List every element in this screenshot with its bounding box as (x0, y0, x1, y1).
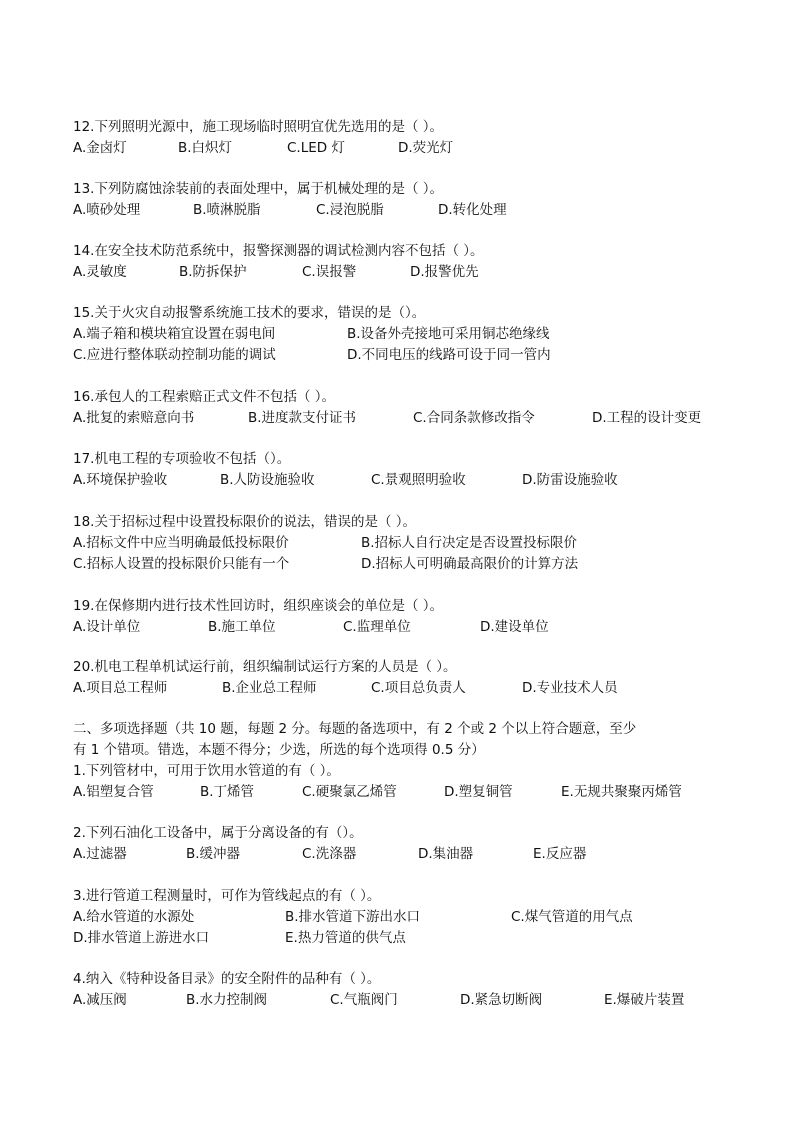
option-a: A.给水管道的水源处 (73, 909, 195, 925)
option-b: B.设备外壳接地可采用铜芯绝缘线 (347, 326, 550, 342)
option-b: B.喷淋脱脂 (193, 202, 261, 218)
question-12 (73, 117, 733, 159)
question-14 (73, 241, 733, 283)
option-c: C.洗涤器 (302, 846, 357, 862)
options-row (73, 262, 733, 283)
options-row (73, 533, 733, 554)
options-row (73, 928, 733, 949)
option-c: C.合同条款修改指令 (413, 410, 535, 426)
option-b: B.缓冲器 (186, 846, 241, 862)
option-a: A.批复的索赔意向书 (73, 410, 195, 426)
option-a: A.端子箱和模块箱宜设置在弱电间 (73, 326, 276, 342)
option-a: A.金卤灯 (73, 140, 127, 156)
option-a: A.铝塑复合管 (73, 784, 154, 800)
option-d: D.集油器 (418, 846, 474, 862)
option-d: D.荧光灯 (398, 140, 454, 156)
multi-question-1 (73, 761, 733, 803)
question-text: 1.下列管材中，可用于饮用水管道的有（ ）。 (73, 763, 340, 779)
option-a: A.喷砂处理 (73, 202, 141, 218)
option-c: C.监理单位 (343, 619, 411, 635)
option-c: C.误报警 (302, 264, 357, 280)
option-d: D.专业技术人员 (522, 680, 618, 696)
question-13 (73, 179, 733, 221)
section-2-heading (73, 719, 733, 761)
options-row (73, 138, 733, 159)
option-d: D.塑复铜管 (444, 784, 513, 800)
option-c: C.景观照明验收 (371, 472, 466, 488)
question-text: 2.下列石油化工设备中，属于分离设备的有（）。 (73, 825, 363, 841)
option-b: B.白炽灯 (178, 140, 233, 156)
option-d: D.防雷设施验收 (522, 472, 618, 488)
question-text: 13.下列防腐蚀涂装前的表面处理中，属于机械处理的是（ ）。 (73, 181, 444, 197)
question-15 (73, 303, 733, 366)
question-text: 3.进行管道工程测量时，可作为管线起点的有（ ）。 (73, 888, 381, 904)
multi-question-3 (73, 886, 733, 949)
option-b: B.招标人自行决定是否设置投标限价 (361, 535, 578, 551)
option-a: A.设计单位 (73, 619, 141, 635)
question-18 (73, 512, 733, 575)
option-c: C.LED 灯 (287, 140, 345, 156)
question-text: 4.纳入《特种设备目录》的安全附件的品种有（ ）。 (73, 971, 381, 987)
option-b: B.丁烯管 (200, 784, 255, 800)
option-b: B.水力控制阀 (186, 992, 268, 1008)
option-d: D.报警优先 (410, 264, 479, 280)
options-row (73, 554, 733, 575)
multi-question-2 (73, 823, 733, 865)
option-a: A.灵敏度 (73, 264, 127, 280)
option-b: B.人防设施验收 (220, 472, 315, 488)
option-a: A.过滤器 (73, 846, 127, 862)
option-c: C.浸泡脱脂 (316, 202, 384, 218)
question-text: 18.关于招标过程中设置投标限价的说法，错误的是（ ）。 (73, 514, 417, 530)
option-e: E.热力管道的供气点 (285, 930, 406, 946)
question-text: 16.承包人的工程索赔正式文件不包括（ ）。 (73, 389, 336, 405)
option-c: C.煤气管道的用气点 (511, 909, 633, 925)
options-row (73, 324, 733, 345)
option-b: B.排水管道下游出水口 (285, 909, 421, 925)
option-b: B.企业总工程师 (222, 680, 317, 696)
section-heading-line-2: 有 1 个错项。错选，本题不得分；少选，所选的每个选项得 0.5 分） (73, 742, 485, 758)
option-a: A.环境保护验收 (73, 472, 168, 488)
option-b: B.进度款支付证书 (248, 410, 357, 426)
option-d: D.不同电压的线路可设于同一管内 (347, 347, 551, 363)
option-d: D.工程的设计变更 (592, 410, 702, 426)
options-row (73, 782, 733, 803)
option-c: C.项目总负责人 (371, 680, 466, 696)
options-row (73, 345, 733, 366)
option-d: D.招标人可明确最高限价的计算方法 (361, 556, 579, 572)
option-c: C.应进行整体联动控制功能的调试 (73, 347, 276, 363)
question-text: 17.机电工程的专项验收不包括（）。 (73, 451, 291, 467)
option-c: C.气瓶阀门 (330, 992, 398, 1008)
option-e: E.爆破片装置 (604, 992, 685, 1008)
question-17 (73, 449, 733, 491)
options-row (73, 617, 733, 638)
option-c: C.招标人设置的投标限价只能有一个 (73, 556, 290, 572)
option-b: B.防拆保护 (179, 264, 247, 280)
question-16 (73, 387, 733, 429)
question-text: 19.在保修期内进行技术性回访时，组织座谈会的单位是（ ）。 (73, 598, 444, 614)
section-heading-line-1: 二、多项选择题（共 10 题，每题 2 分。每题的备选项中，有 2 个或 2 个以上符合题意，至少 (73, 721, 637, 737)
option-a: A.减压阀 (73, 992, 127, 1008)
option-d: D.建设单位 (480, 619, 549, 635)
question-20 (73, 657, 733, 699)
options-row (73, 678, 733, 699)
options-row (73, 200, 733, 221)
option-e: E.无规共聚聚丙烯管 (561, 784, 682, 800)
options-row (73, 408, 733, 429)
option-e: E.反应器 (533, 846, 587, 862)
option-b: B.施工单位 (208, 619, 276, 635)
option-a: A.招标文件中应当明确最低投标限价 (73, 535, 289, 551)
question-text: 14.在安全技术防范系统中，报警探测器的调试检测内容不包括（ ）。 (73, 243, 484, 259)
option-d: D.排水管道上游进水口 (73, 930, 210, 946)
options-row (73, 990, 733, 1011)
option-d: D.转化处理 (438, 202, 507, 218)
option-a: A.项目总工程师 (73, 680, 168, 696)
question-text: 15.关于火灾自动报警系统施工技术的要求，错误的是（）。 (73, 305, 426, 321)
option-c: C.硬聚氯乙烯管 (302, 784, 397, 800)
options-row (73, 907, 733, 928)
options-row (73, 844, 733, 865)
question-19 (73, 596, 733, 638)
option-d: D.紧急切断阀 (460, 992, 543, 1008)
multi-question-4 (73, 969, 733, 1011)
options-row (73, 470, 733, 491)
question-text: 20.机电工程单机试运行前，组织编制试运行方案的人员是（ ）。 (73, 659, 457, 675)
question-text: 12.下列照明光源中，施工现场临时照明宜优先选用的是（ ）。 (73, 119, 444, 135)
